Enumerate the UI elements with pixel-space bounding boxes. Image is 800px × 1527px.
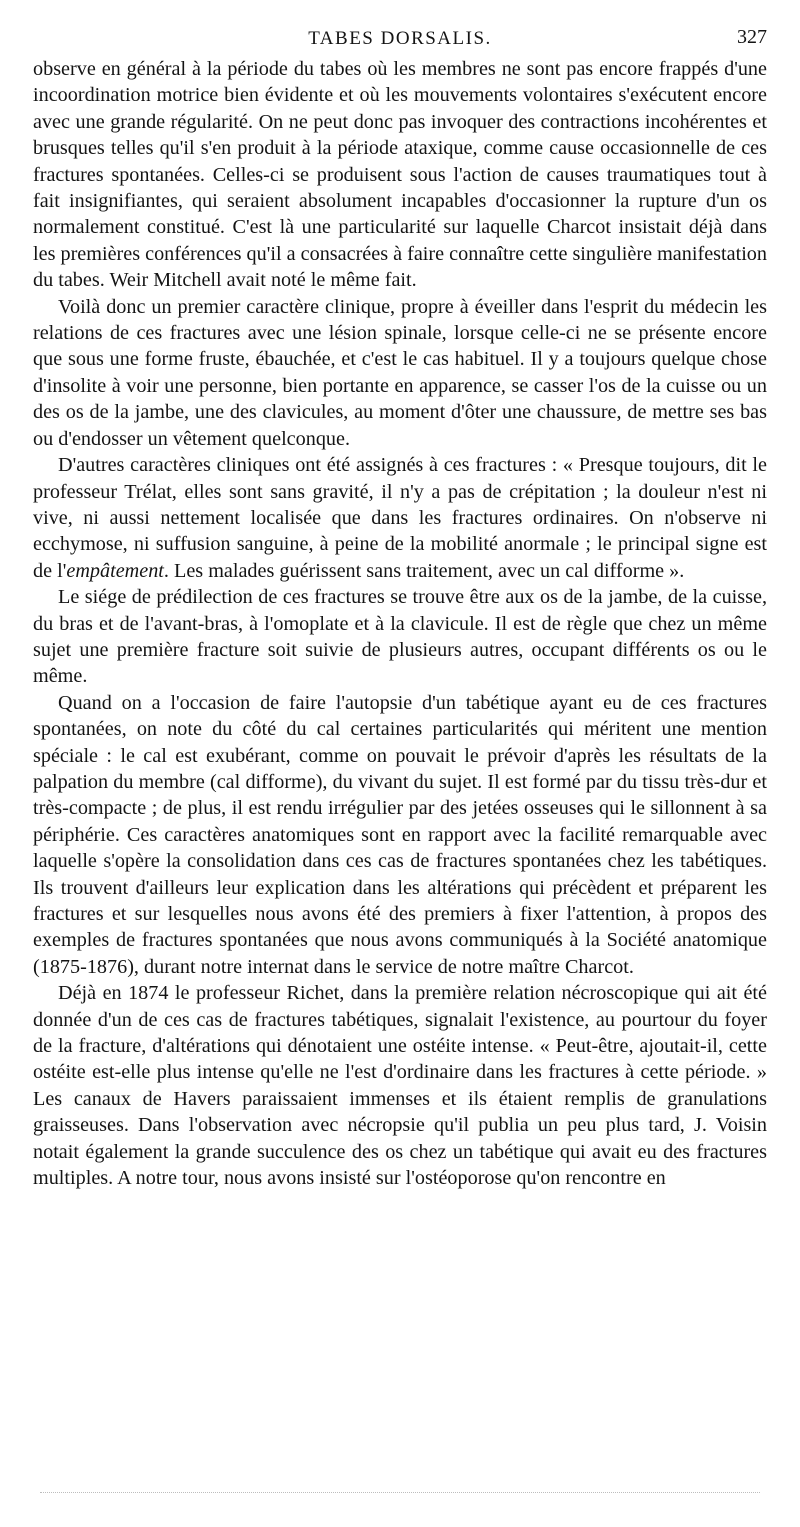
paragraph-5-text: Quand on a l'occasion de faire l'autopsie d'un tabétique ayant eu de ces fractures spontanées, on note du côté du cal certaines particularités qui méritent une mention spéciale : le cal est exubérant, comme on pouvait le prévoir d'après les résultats de la palpation du membre (cal difforme), du vivant du sujet. Il est formé par du tissu très-dur et très-compacte ; de plus, il est rendu irrégulier par des jetées osseuses qui le sillonnent à sa périphérie. Ces caractères anatomiques sont en rapport avec la facilité remarquable avec laquelle s'opère la consolidation dans ces cas de fractures spontanées chez les tabétiques. Ils trouvent d'ailleurs leur explication dans les altérations qui précèdent et préparent les fractures et sur lesquelles nous avons été des premiers à fixer l'attention, à propos des exemples de fractures spontanées que nous avons communiqués à la Société anatomique (1875-1876), durant notre internat dans le service de notre maître Charcot.: [33, 691, 767, 978]
book-page: [33, 22, 767, 1191]
paragraph-4: [33, 584, 767, 690]
body-text: [33, 56, 767, 1191]
paragraph-1-text: observe en général à la période du tabes où les membres ne sont pas encore frappés d'une incoordination motrice bien évidente et où les mouvements volontaires s'exécutent encore avec une grande régularité. On ne peut donc pas invoquer des contractions incohérentes et brusques telles qu'il s'en produit à la période ataxique, comme cause occasionnelle de ces fractures spontanées. Celles-ci se produisent sous l'action de causes traumatiques tout à fait insignifiantes, qui seraient absolument incapables d'occasionner la rupture d'un os normalement constitué. C'est là une particularité sur laquelle Charcot insistait déjà dans les premières conférences qu'il a consacrées à faire connaître cette singulière manifestation du tabes. Weir Mitchell avait noté le même fait.: [33, 58, 767, 292]
paragraph-3-emphasis: empâtement: [66, 559, 164, 582]
paragraph-6-text: Déjà en 1874 le professeur Richet, dans la première relation nécroscopique qui ait été donnée d'un de ces cas de fractures tabétiques, signalait l'existence, au pourtour du foyer de la fracture, d'altérations qui dénotaient une ostéite intense. « Peut-être, ajoutait-il, cette ostéite est-elle plus intense qu'elle ne l'est d'ordinaire dans les fractures à cette période. » Les canaux de Havers paraissaient immenses et ils étaient remplis de granulations graisseuses. Dans l'observation avec nécropsie qu'il publia un peu plus tard, J. Voisin notait également la grande succulence des os chez un tabétique qui avait eu des fractures multiples. A notre tour, nous avons insisté sur l'ostéoporose qu'on rencontre en: [33, 982, 767, 1190]
paragraph-5: [33, 690, 767, 980]
paragraph-4-text: Le siége de prédilection de ces fractures se trouve être aux os de la jambe, de la cuisse, du bras et de l'avant-bras, à l'omoplate et à la clavicule. Il est de règle que chez un même sujet une première fracture soit suivie de plusieurs autres, occupant différents os ou le même.: [33, 586, 767, 688]
paragraph-3-text-end: . Les malades guérissent sans traitement, avec un cal difforme ».: [163, 559, 685, 582]
paragraph-3: [33, 452, 767, 584]
paragraph-6: [33, 980, 767, 1191]
running-title: TABES DORSALIS.: [308, 28, 492, 49]
paragraph-2: [33, 294, 767, 452]
paragraph-2-text: Voilà donc un premier caractère clinique, propre à éveiller dans l'esprit du médecin les relations de ces fractures avec une lésion spinale, lorsque celle-ci ne se présente encore que sous une forme fruste, ébauchée, et c'est le cas habituel. Il y a toujours quelque chose d'insolite à voir une personne, bien portante en apparence, se casser l'os de la cuisse ou un des os de la jambe, une des clavicules, au moment d'ôter une chaussure, de mettre ses bas ou d'endosser un vêtement quelconque.: [33, 295, 767, 450]
running-header: [33, 22, 767, 56]
paragraph-1: [33, 56, 767, 294]
page-number: 327: [737, 26, 767, 48]
page-bottom-rule: [40, 1492, 760, 1493]
paragraph-3-text: D'autres caractères cliniques ont été assignés à ces fractures : « Presque toujours, dit le professeur Trélat, elles sont sans gravité, il n'y a pas de crépitation ; la douleur n'est ni vive, ni aussi nettement localisée que dans les fractures ordinaires. On n'observe ni ecchymose, ni suffusion sanguine, à peine de la mobilité anormale ; le principal signe est de l': [33, 454, 767, 582]
